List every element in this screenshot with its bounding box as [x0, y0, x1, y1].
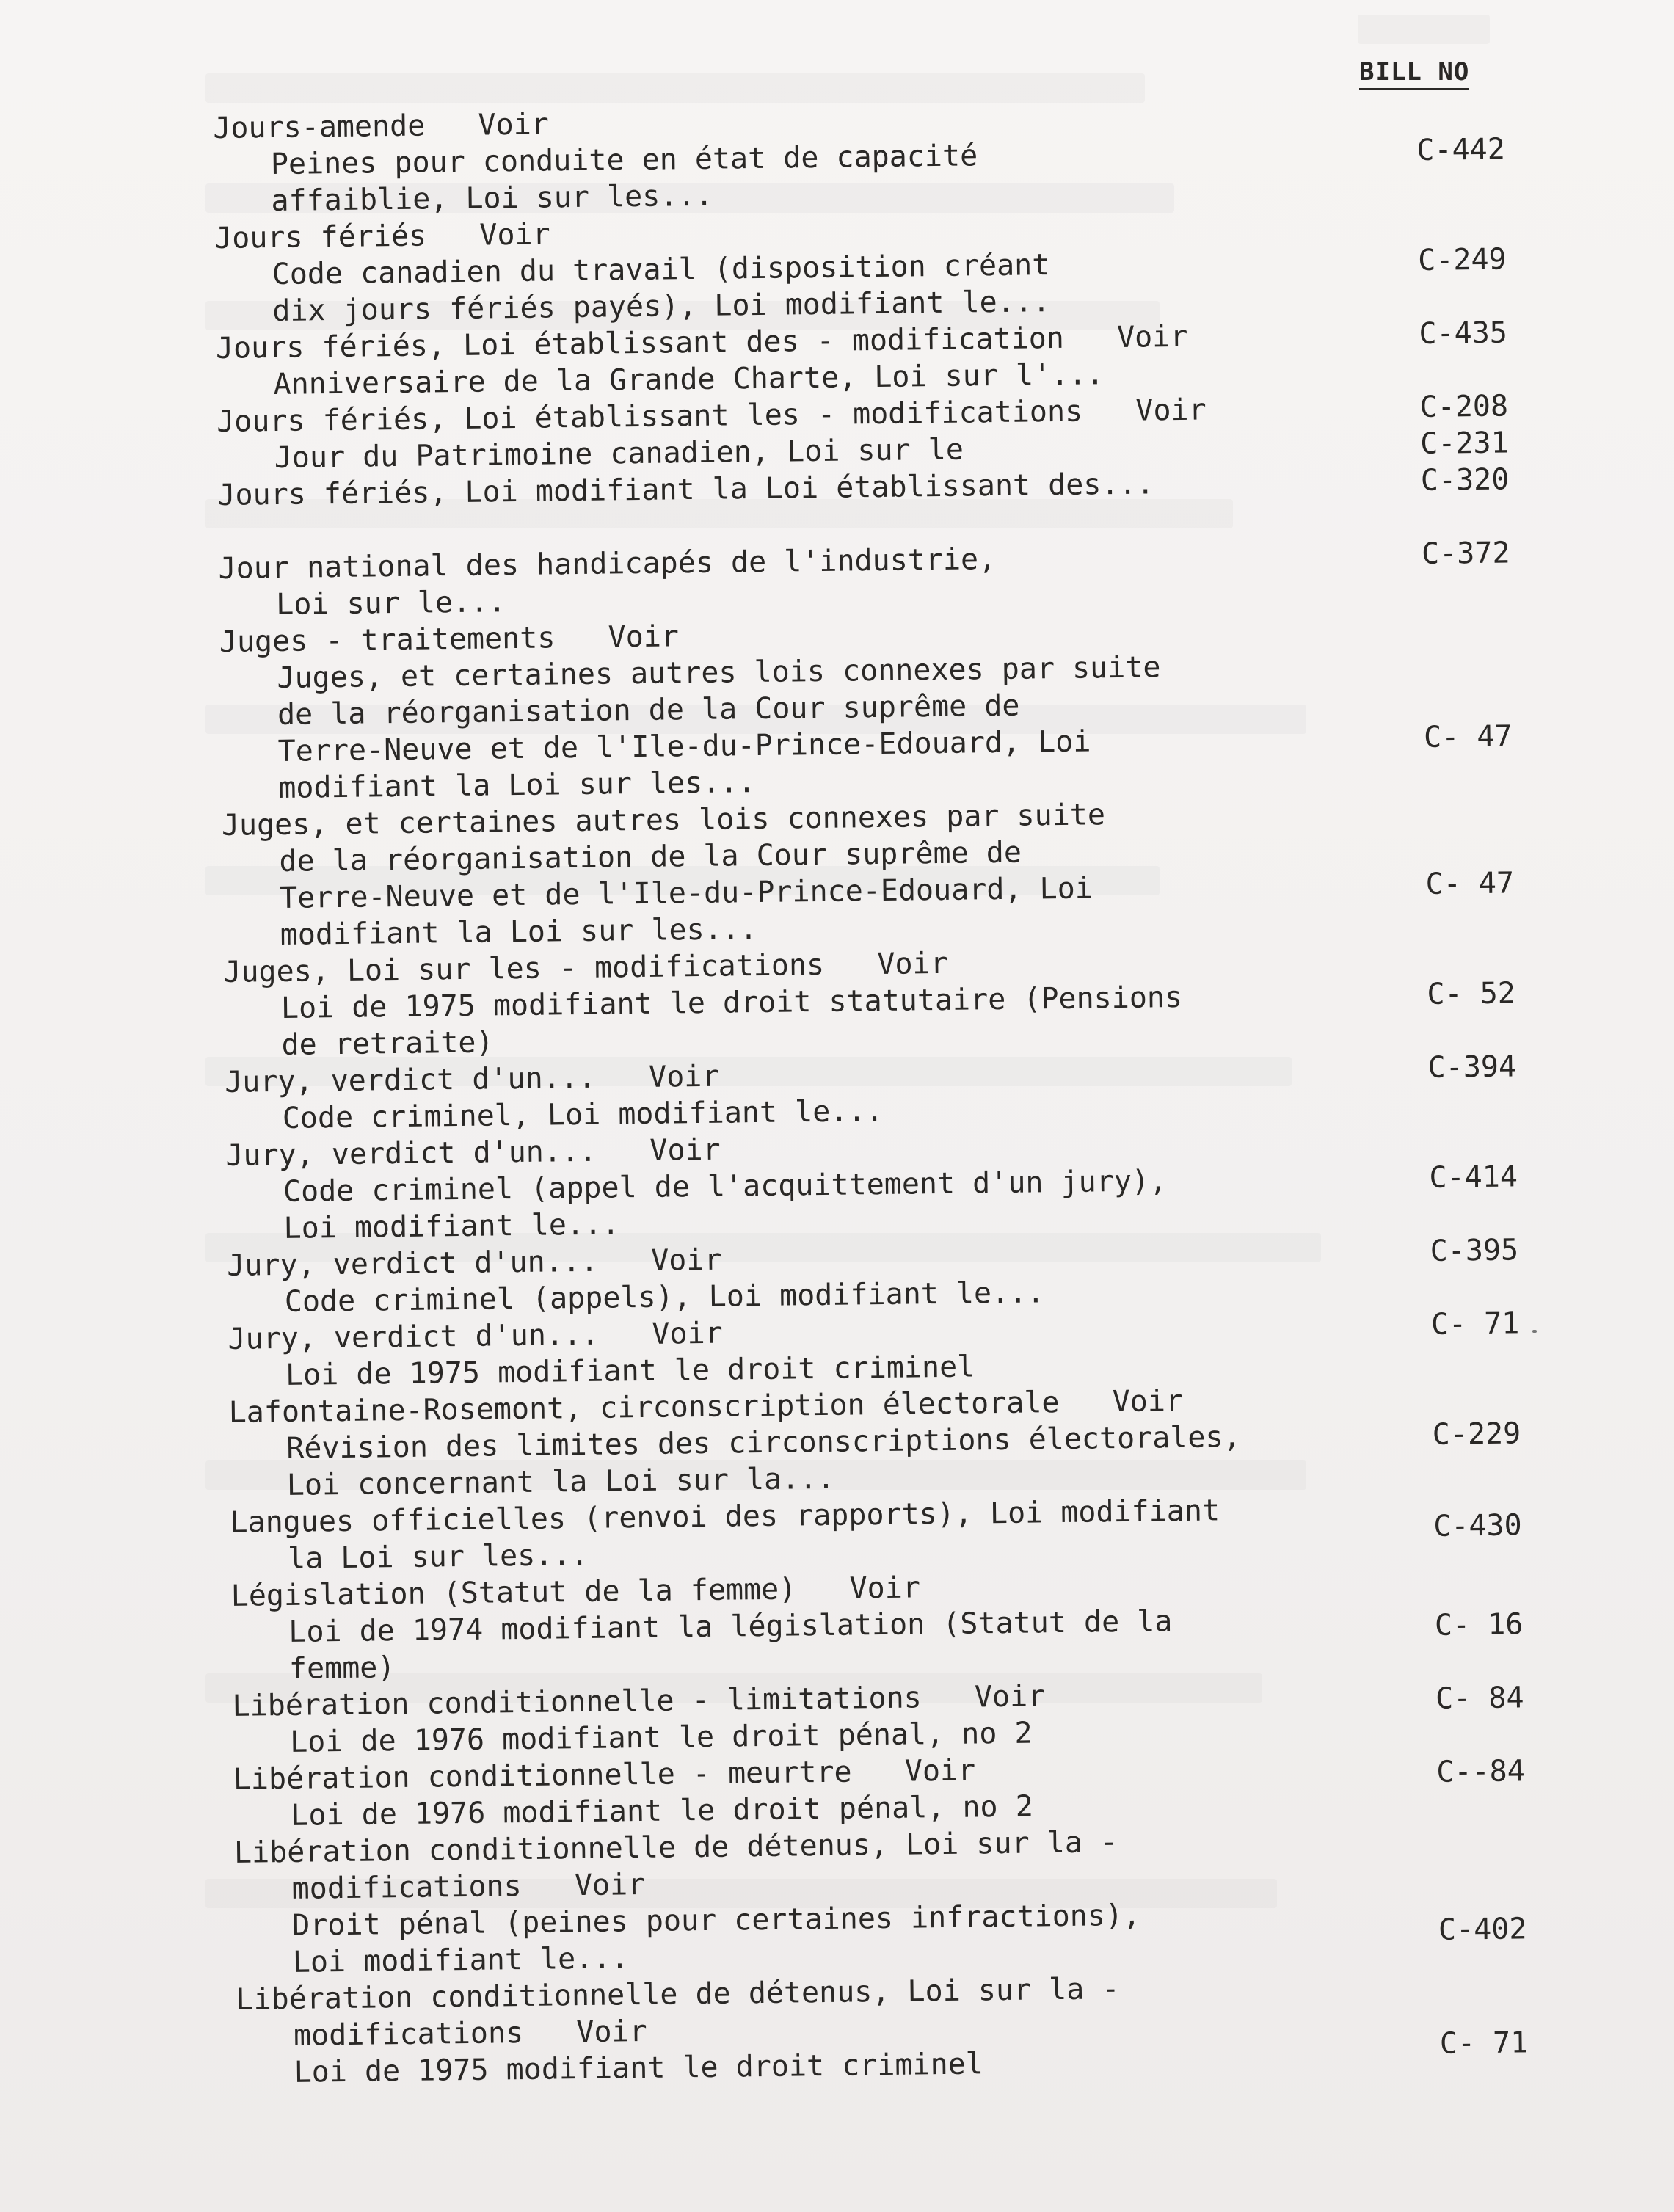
entry-line: Loi de 1976 modifiant le droit pénal, no 2 — [289, 1716, 1033, 1759]
entry-heading: Libération conditionnelle - meurtre Voir — [233, 1753, 976, 1797]
entry-line: Terre-Neuve et de l'Ile-du-Prince-Edouard, Loi — [277, 724, 1091, 768]
bill-number: C- 16 — [1434, 1607, 1524, 1642]
index-entry — [230, 1562, 1524, 1687]
index-entry — [214, 204, 1507, 330]
entry-heading: Langues officielles (renvoi des rapports), Loi modifiant — [230, 1494, 1220, 1540]
entry-line: Peines pour conduite en état de capacité — [270, 139, 978, 182]
entry-line: Jour du Patrimoine canadien, Loi sur le — [274, 432, 964, 476]
entry-heading: Juges, et certaines autres lois connexes par suite — [221, 798, 1106, 843]
entry-line: modifiant la Loi sur les... — [280, 912, 758, 952]
bill-number: C-430 — [1433, 1508, 1522, 1543]
entry-heading: Jours fériés Voir — [214, 217, 550, 255]
bill-number: C-231 — [1419, 426, 1509, 461]
entry-heading: Jours fériés, Loi établissant les - modifications Voir — [216, 393, 1207, 439]
index-entry — [236, 1965, 1529, 2091]
entry-line: de la réorganisation de la Cour suprême de — [277, 688, 1020, 732]
entry-line: Loi de 1975 modifiant le droit criminel — [285, 1350, 975, 1392]
entry-line: femme) — [288, 1651, 396, 1686]
bill-number: C- 47 — [1423, 719, 1513, 754]
entry-line: Loi de 1975 modifiant le droit statutaire (Pensions — [280, 980, 1183, 1025]
entry-line: modifications Voir — [293, 2014, 647, 2053]
bill-number: C-229 — [1432, 1416, 1521, 1452]
entry-line: Loi de 1975 modifiant le droit criminel — [294, 2047, 984, 2089]
entry-line: Code criminel, Loi modifiant le... — [282, 1094, 884, 1135]
entry-line: Loi modifiant le... — [283, 1207, 620, 1245]
entry-heading: Jours-amende Voir — [213, 107, 550, 145]
index-entry — [213, 94, 1506, 219]
bill-number: C-402 — [1438, 1912, 1527, 1947]
entry-heading: Juges, Loi sur les - modifications Voir — [223, 946, 948, 989]
index-entry — [222, 791, 1515, 953]
entry-line: Loi de 1976 modifiant le droit pénal, no 2 — [291, 1789, 1034, 1833]
bill-number: C-208 — [1419, 389, 1509, 424]
entry-line: Code canadien du travail (disposition créant — [272, 248, 1050, 292]
entry-line: Terre-Neuve et de l'Ile-du-Prince-Edouard, Loi — [279, 871, 1093, 915]
bill-no-column-header: BILL NO — [1359, 57, 1469, 90]
entry-line: Loi de 1974 modifiant la législation (Statut de la — [288, 1604, 1173, 1649]
entry-line: dix jours fériés payés), Loi modifiant le... — [272, 285, 1051, 329]
entry-line: de la réorganisation de la Cour suprême de — [279, 835, 1022, 878]
entry-line: modifications Voir — [291, 1867, 646, 1906]
bill-number: C-320 — [1420, 462, 1510, 498]
bill-number: C-249 — [1417, 242, 1507, 277]
bill-number: C-414 — [1429, 1160, 1518, 1195]
entry-heading: Jury, verdict d'un... Voir — [225, 1132, 721, 1173]
entry-line: de retraite) — [281, 1025, 494, 1062]
index-entry — [225, 1121, 1518, 1247]
entry-heading: Lafontaine-Rosemont, circonscription électorale Voir — [228, 1383, 1184, 1430]
bill-number: C- 84 — [1435, 1681, 1524, 1716]
entry-line: Révision des limites des circonscriptions électorales, — [286, 1420, 1241, 1466]
bill-number: C--84 — [1436, 1754, 1526, 1789]
index-entry — [223, 938, 1516, 1063]
entry-line: la Loi sur les... — [287, 1538, 589, 1576]
entry-line: Juges, et certaines autres lois connexes par suite — [277, 650, 1161, 695]
entry-heading: Jury, verdict d'un... Voir — [226, 1243, 722, 1283]
entry-heading: Jours fériés, Loi établissant des - modification Voir — [215, 319, 1188, 365]
entry-heading: Jour national des handicapés de l'industrie, — [218, 542, 997, 586]
entry-line: affaiblie, Loi sur les... — [271, 178, 713, 219]
bill-number: C-395 — [1430, 1233, 1519, 1268]
entry-heading: Législation (Statut de la femme) Voir — [230, 1571, 921, 1613]
entry-heading: Libération conditionnelle - limitations Voir — [232, 1679, 1046, 1723]
entry-heading: Libération conditionnelle de détenus, Loi sur la - — [233, 1825, 1118, 1870]
entry-line: Droit pénal (peines pour certaines infractions), — [291, 1898, 1141, 1943]
bill-number: C- 71 — [1430, 1306, 1520, 1342]
entry-line: Anniversaire de la Grande Charte, Loi sur l'... — [273, 357, 1105, 402]
entry-line: modifiant la Loi sur les... — [278, 765, 756, 805]
index-entry — [228, 1378, 1521, 1504]
index-entries — [213, 94, 1529, 2091]
entry-heading: Jury, verdict d'un... Voir — [228, 1316, 723, 1356]
entry-heading: Libération conditionnelle de détenus, Loi sur la - — [236, 1972, 1120, 2017]
entry-line: Loi modifiant le... — [292, 1941, 629, 1979]
index-entry — [234, 1819, 1527, 1981]
bill-number: C-435 — [1419, 316, 1508, 351]
bill-number: C- 47 — [1425, 866, 1515, 901]
entry-line: Code criminel (appels), Loi modifiant le... — [284, 1276, 1045, 1319]
index-entry — [219, 608, 1513, 807]
bill-number: C-442 — [1416, 132, 1506, 167]
entry-line: Loi concernant la Loi sur la... — [286, 1461, 835, 1502]
entry-line: Code criminel (appel de l'acquittement d'un jury), — [283, 1164, 1168, 1209]
bill-number: C- 71 — [1439, 2026, 1529, 2061]
entry-heading: Juges - traitements Voir — [219, 619, 680, 659]
bill-number: C- 52 — [1427, 976, 1516, 1011]
paper-speck — [1532, 1330, 1537, 1333]
entry-line: Loi sur le... — [275, 585, 506, 622]
bill-number: C-394 — [1427, 1049, 1517, 1085]
entry-heading: Jours fériés, Loi modifiant la Loi établissant des... — [217, 467, 1154, 512]
entry-heading: Jury, verdict d'un... Voir — [224, 1059, 720, 1099]
bill-number: C-372 — [1421, 536, 1510, 571]
